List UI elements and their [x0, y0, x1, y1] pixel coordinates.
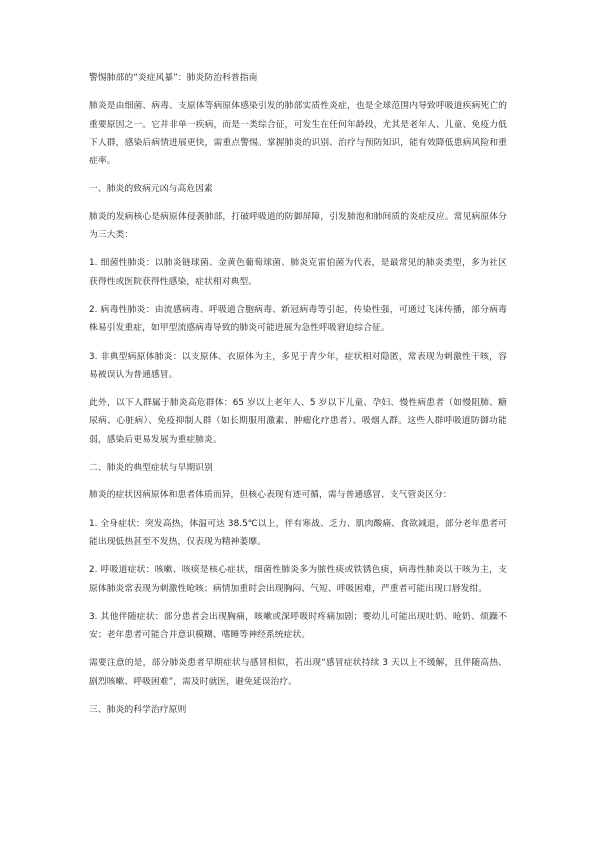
section-2-heading: 二、肺炎的典型症状与早期识别 — [89, 463, 213, 474]
section-1-list-item-3: 3. 非典型病原体肺炎：以支原体、衣原体为主，多见于青少年，症状相对隐匿，常表现为刺激性干咳，容易被误认为普通感冒。 — [89, 351, 507, 380]
section-2-paragraph-2: 需要注意的是，部分肺炎患者早期症状与感冒相似，若出现“感冒症状持续 3 天以上不缓解，且伴随高热、剧烈咳嗽、呼吸困难”，需及时就医，避免延误治疗。 — [89, 658, 507, 687]
section-1-paragraph-1: 肺炎的发病核心是病原体侵袭肺部，打破呼吸道的防御屏障，引发肺泡和肺间质的炎症反应。常见病原体分为三大类： — [89, 211, 507, 241]
document-page — [89, 69, 507, 728]
section-1-paragraph-2: 此外，以下人群属于肺炎高危群体：65 岁以上老年人、5 岁以下儿童、孕妇、慢性病患者（如慢阻肺、糖尿病、心脏病）、免疫抑制人群（如长期服用激素、肿瘤化疗患者）、吸烟人群。这些人群呼吸道防御功能弱，感染后更易发展为重症肺炎。 — [89, 398, 507, 445]
document-title: 警惕肺部的“炎症风暴”：肺炎防治科普指南 — [89, 73, 258, 83]
section-2-list-item-3: 3. 其他伴随症状：部分患者会出现胸痛，咳嗽或深呼吸时疼痛加剧；婴幼儿可能出现吐奶、呛奶、烦躁不安；老年患者可能合并意识模糊、嗜睡等神经系统症状。 — [89, 611, 507, 641]
section-2-list-item-2: 2. 呼吸道症状：咳嗽、咳痰是核心症状，细菌性肺炎多为脓性痰或铁锈色痰，病毒性肺炎以干咳为主，支原体肺炎常表现为刺激性呛咳；病情加重时会出现胸闷、气短、呼吸困难，严重者可能出现口唇发绀。 — [89, 565, 507, 594]
section-1-list-item-2: 2. 病毒性肺炎：由流感病毒、呼吸道合胞病毒、新冠病毒等引起，传染性强，可通过飞沫传播，部分病毒株易引发重症，如甲型流感病毒导致的肺炎可能进展为急性呼吸窘迫综合征。 — [89, 304, 507, 334]
intro-paragraph: 肺炎是由细菌、病毒、支原体等病原体感染引发的肺部实质性炎症，也是全球范围内导致呼吸道疾病死亡的重要原因之一。它并非单一疾病，而是一类综合征，可发生在任何年龄段，尤其是老年人、儿童、免疫力低下人群，感染后病情进展更快，需重点警惕。掌握肺炎的识别、治疗与预防知识，能有效降低患病风险和重症率。 — [89, 101, 507, 167]
section-2-paragraph-1: 肺炎的症状因病原体和患者体质而异，但核心表现有迹可循，需与普通感冒、支气管炎区分： — [89, 490, 452, 501]
section-3-heading: 三、肺炎的科学治疗原则 — [89, 705, 187, 716]
section-1-list-item-1: 1. 细菌性肺炎：以肺炎链球菌、金黄色葡萄球菌、肺炎克雷伯菌为代表，是最常见的肺炎类型，多为社区获得性或医院获得性感染，症状相对典型。 — [89, 258, 507, 287]
section-1-heading: 一、肺炎的致病元凶与高危因素 — [89, 184, 213, 195]
section-2-list-item-1: 1. 全身症状：突发高热，体温可达 38.5℃以上，伴有寒战、乏力、肌肉酸痛、食欲减退，部分老年患者可能出现低热甚至不发热，仅表现为精神萎靡。 — [89, 518, 507, 547]
